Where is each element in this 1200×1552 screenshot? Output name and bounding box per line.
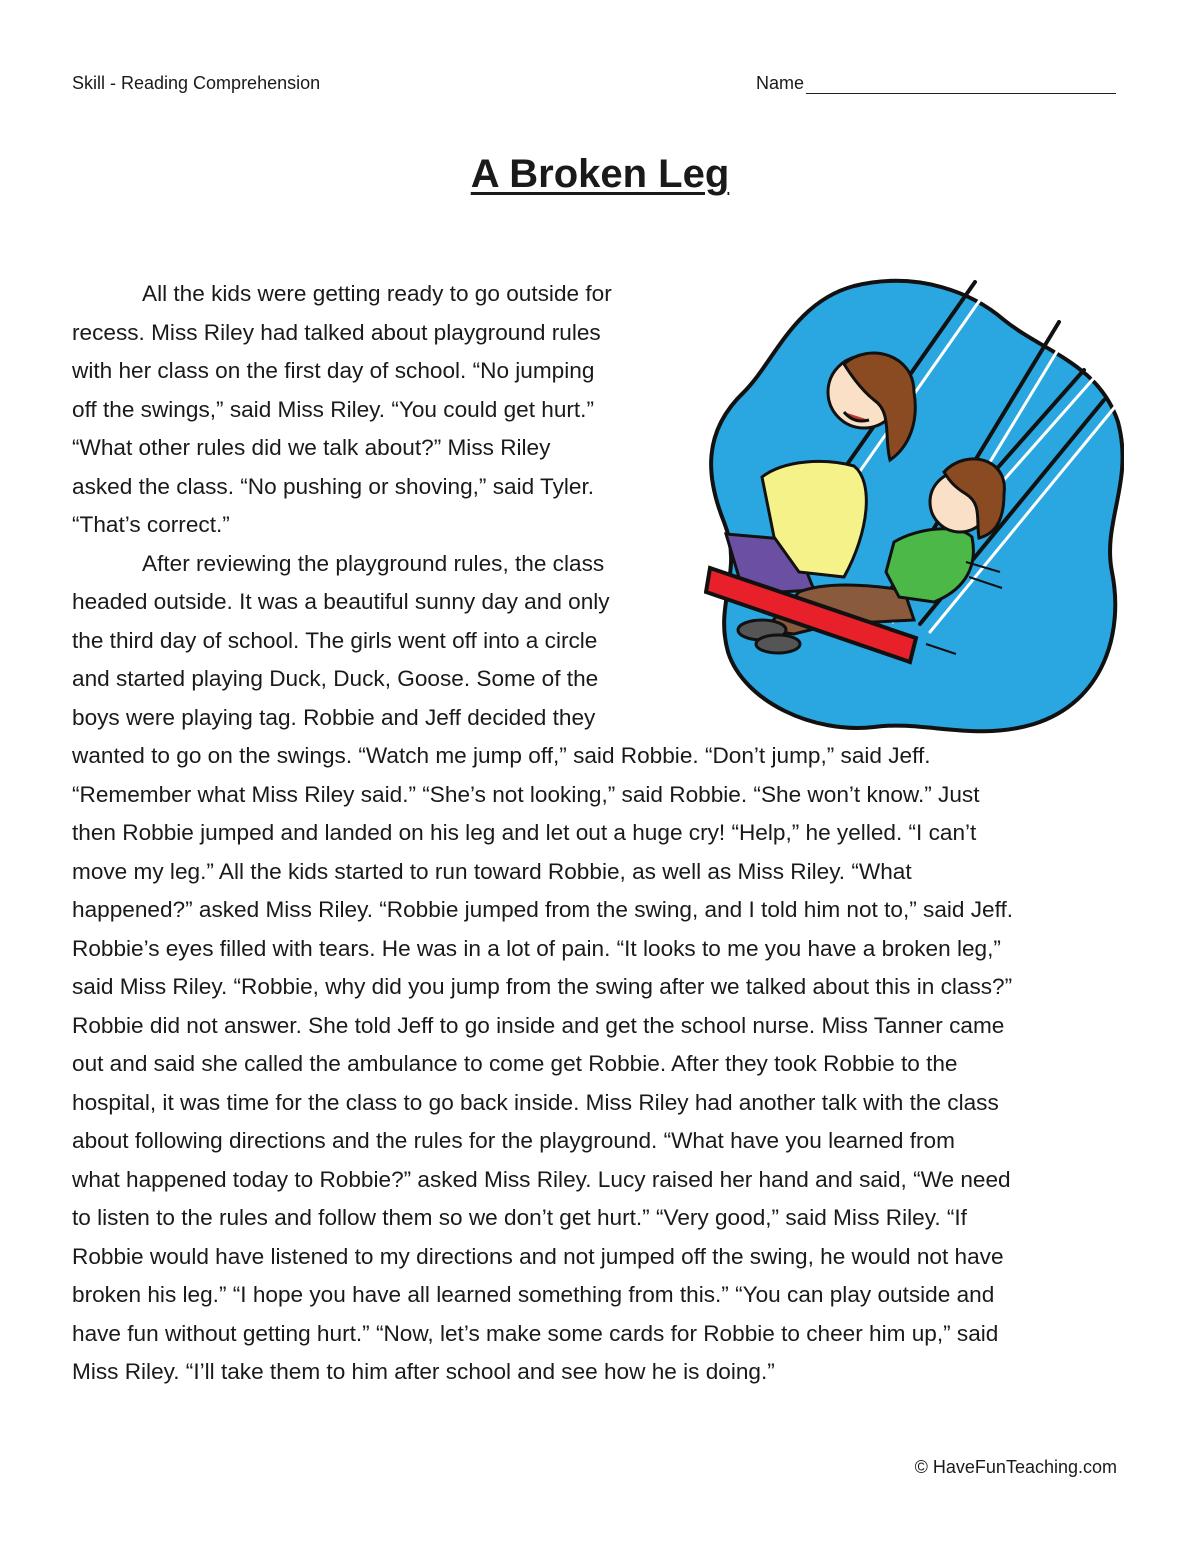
story-line: off the swings,” said Miss Riley. “You could get hurt.”: [72, 396, 594, 422]
story-line: the third day of school. The girls went off into a circle: [72, 627, 598, 653]
story-line: Miss Riley. “I’ll take them to him after school and see how he is doing.”: [72, 1359, 775, 1384]
story-line: “Remember what Miss Riley said.” “She’s not looking,” said Robbie. “She won’t know.” Just: [72, 781, 980, 807]
story-line: and started playing Duck, Duck, Goose. Some of the: [72, 666, 599, 691]
shoe: [756, 635, 800, 653]
story-line: “That’s correct.”: [72, 512, 230, 537]
story-line: Robbie did not answer. She told Jeff to go inside and get the school nurse. Miss Tanner came: [72, 1012, 1005, 1038]
story-line: boys were playing tag. Robbie and Jeff decided they: [72, 704, 596, 730]
story-line: broken his leg.” “I hope you have all learned something from this.” “You can play outside and: [72, 1282, 995, 1307]
story-line: said Miss Riley. “Robbie, why did you jump from the swing after we talked about this in class?”: [72, 974, 1013, 999]
story-line: headed outside. It was a beautiful sunny day and only: [72, 589, 610, 614]
story-line: “What other rules did we talk about?” Miss Riley: [72, 435, 551, 460]
story-line: move my leg.” All the kids started to run toward Robbie, as well as Miss Riley. “What: [72, 858, 912, 884]
story-line: After reviewing the playground rules, the class: [142, 550, 605, 576]
story-line: recess. Miss Riley had talked about playground rules: [72, 319, 601, 345]
name-blank-line[interactable]: [806, 75, 1116, 94]
two-kids-on-swing-illustration: [704, 272, 1124, 736]
story-line: Robbie would have listened to my directions and not jumped off the swing, he would not have: [72, 1243, 1004, 1269]
story-line: to listen to the rules and follow them so we don’t get hurt.” “Very good,” said Miss Riley. “If: [72, 1205, 967, 1230]
story-line: asked the class. “No pushing or shoving,” said Tyler.: [72, 473, 595, 499]
skill-label: Skill - Reading Comprehension: [72, 73, 321, 93]
story-line: wanted to go on the swings. “Watch me jump off,” said Robbie. “Don’t jump,” said Jeff.: [72, 743, 931, 768]
story-line: Robbie’s eyes filled with tears. He was in a lot of pain. “It looks to me you have a broken leg,”: [72, 935, 1001, 961]
name-field: [756, 73, 1116, 94]
page-title: [0, 152, 1200, 197]
story-line: then Robbie jumped and landed on his leg and let out a huge cry! “Help,” he yelled. “I can’t: [72, 820, 977, 845]
story-line: out and said she called the ambulance to come get Robbie. After they took Robbie to the: [72, 1051, 958, 1076]
story-line: what happened today to Robbie?” asked Miss Riley. Lucy raised her hand and said, “We need: [72, 1166, 1011, 1192]
copyright-footer: © HaveFunTeaching.com: [914, 1457, 1117, 1477]
story-line: with her class on the first day of school. “No jumping: [72, 358, 595, 383]
story-line: about following directions and the rules for the playground. “What have you learned from: [72, 1128, 955, 1153]
story-line: have fun without getting hurt.” “Now, let’s make some cards for Robbie to cheer him up,” said: [72, 1320, 999, 1346]
story-line: hospital, it was time for the class to go back inside. Miss Riley had another talk with the class: [72, 1089, 999, 1115]
name-label: Name: [756, 73, 805, 93]
story-line: happened?” asked Miss Riley. “Robbie jumped from the swing, and I told him not to,” said Jeff.: [72, 897, 1014, 922]
story-line: All the kids were getting ready to go outside for: [142, 281, 612, 306]
page-title-text: A Broken Leg: [470, 152, 730, 196]
